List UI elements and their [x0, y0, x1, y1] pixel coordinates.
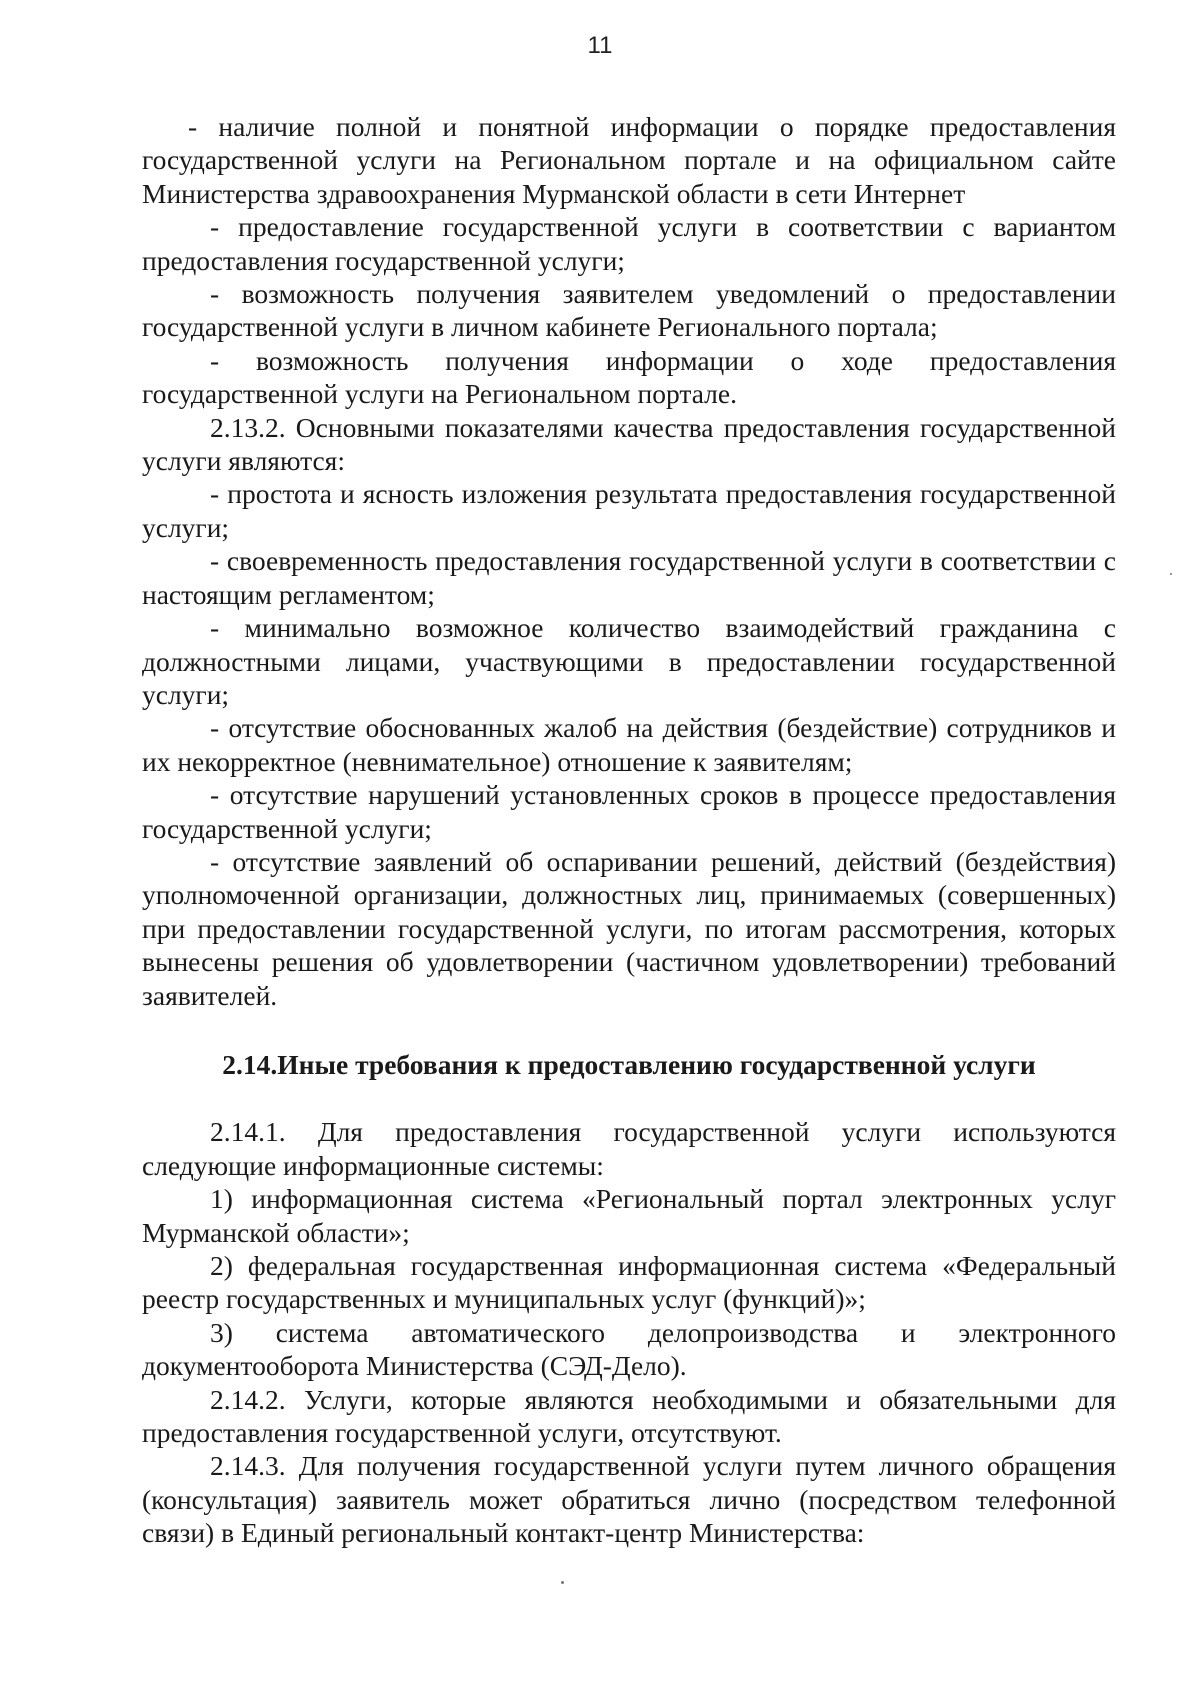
paragraph: - своевременность предоставления государственной услуги в соответствии с настоящим регламентом; [142, 545, 1116, 610]
paragraph: - минимально возможное количество взаимодействий гражданина с должностными лицами, участвующими в предоставлении государственной услуги; [142, 612, 1116, 710]
paragraph: 2.14.2. Услуги, которые являются необходимыми и обязательными для предоставления государственной услуги, отсутствуют. [142, 1383, 1116, 1449]
paragraph: 3) система автоматического делопроизводства и электронного документооборота Министерства (СЭД-Дело). [142, 1316, 1116, 1382]
paragraph: - отсутствие нарушений установленных сроков в процессе предоставления государственной услуги; [142, 779, 1116, 844]
paragraph: 2.14.3. Для получения государственной услуги путем личного обращения (консультация) заявитель может обратиться лично (посредством телефонной связи) в Единый региональный контакт-центр Министерства: [142, 1450, 1116, 1549]
document-body [142, 110, 1116, 1550]
scan-speck [1170, 573, 1172, 575]
paragraph: - простота и ясность изложения результата предоставления государственной услуги; [142, 478, 1116, 543]
paragraph: 2) федеральная государственная информационная система «Федеральный реестр государственных и муниципальных услуг (функций)»; [142, 1250, 1116, 1315]
paragraph: - предоставление государственной услуги в соответствии с вариантом предоставления государственной услуги; [142, 211, 1116, 276]
paragraph: - возможность получения информации о ходе предоставления государственной услуги на Региональном портале. [142, 344, 1116, 410]
paragraph: 2.13.2. Основными показателями качества предоставления государственной услуги являются: [142, 411, 1116, 477]
paragraph: - возможность получения заявителем уведомлений о предоставлении государственной услуги в личном кабинете Регионального портала; [142, 278, 1116, 343]
scan-speck [561, 1581, 564, 1584]
paragraph: - отсутствие заявлений об оспаривании решений, действий (бездействия) уполномоченной организации, должностных лиц, принимаемых (совершенных) при предоставлении государственной услуги, по итогам рассмотрения, которых вынесены решения об удовлетворении (частичном удовлетворении) требований заявителей. [142, 845, 1116, 1011]
paragraph: - наличие полной и понятной информации о порядке предоставления государственной услуги на Региональном портале и на официальном сайте Министерства здравоохранения Мурманской области в сети Интернет [142, 111, 1116, 209]
paragraph: 2.14.1. Для предоставления государственной услуги используются следующие информационные системы: [142, 1116, 1116, 1181]
section-heading: 2.14.Иные требования к предоставлению государственной услуги [222, 1048, 1036, 1080]
page-number: 11 [587, 32, 613, 59]
paragraph: - отсутствие обоснованных жалоб на действия (бездействие) сотрудников и их некорректное (невнимательное) отношение к заявителям; [142, 712, 1116, 777]
paragraph: 1) информационная система «Региональный портал электронных услуг Мурманской области»; [142, 1183, 1116, 1248]
